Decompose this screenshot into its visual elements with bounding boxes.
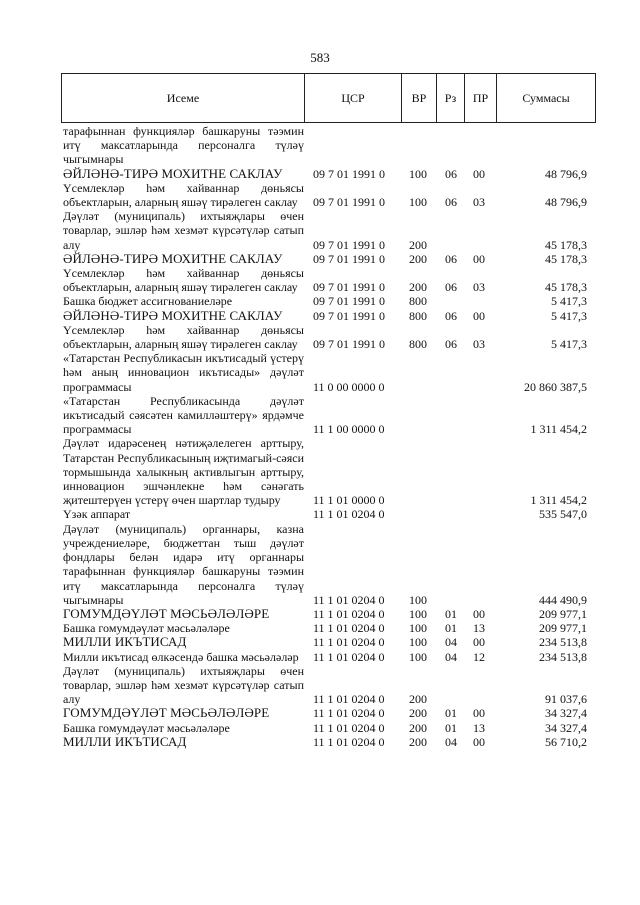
row-csr: 11 1 01 0204 0 — [313, 706, 385, 721]
table-row — [61, 351, 596, 394]
table-row — [61, 294, 596, 308]
row-pr: 00 — [473, 606, 485, 621]
row-sum: 34 327,4 — [545, 706, 587, 721]
row-name: ӘЙЛӘНӘ-ТИРӘ МОХИТНЕ САКЛАУ — [63, 165, 283, 181]
row-name: МИЛЛИ ИКЪТИСАД — [63, 733, 187, 749]
row-pr: 12 — [473, 649, 485, 664]
row-rz: 01 — [445, 706, 457, 721]
row-rz: 01 — [445, 606, 457, 621]
row-name: Дәүләт (муниципаль) органнары, казна учреждениеләре, бюджеттан тыш дәүләт фондлары белән идарә итү органнары тарафыннан функцияләр башкаруны тәэмин итү максатларында персоналга түләү чыгымнары — [63, 521, 304, 607]
row-pr: 00 — [473, 734, 485, 749]
row-vr: 100 — [409, 166, 427, 181]
table-row — [61, 309, 596, 323]
row-rz: 06 — [445, 166, 457, 181]
row-name: Милли икътисад өлкәсендә башка мәсьәләләр — [63, 649, 299, 664]
row-sum: 535 547,0 — [539, 507, 587, 522]
row-vr: 100 — [409, 621, 427, 636]
table-row — [61, 181, 596, 209]
header-sum: Суммасы — [522, 91, 570, 105]
row-csr: 11 1 01 0204 0 — [313, 635, 385, 650]
row-sum: 48 796,9 — [545, 166, 587, 181]
row-pr: 00 — [473, 251, 485, 266]
row-csr: 09 7 01 1991 0 — [313, 166, 385, 181]
row-name: Үзәк аппарат — [63, 507, 131, 522]
page-number: 583 — [310, 50, 330, 65]
row-vr: 800 — [409, 294, 427, 309]
row-name: Дәүләт идарәсенең нәтиҗәлелеген арттыру, Татарстан Республикасының иҗтимагый-сәяси тормышында халыкның активлыгын арттыру, инновацион эшчәнлекне һәм сәнәгать җитештерүен үстерү өчен шартлар тудыру — [63, 436, 304, 508]
row-rz: 01 — [445, 720, 457, 735]
row-csr: 09 7 01 1991 0 — [313, 280, 385, 295]
row-sum: 5 417,3 — [551, 308, 587, 323]
row-rz: 06 — [445, 337, 457, 352]
row-rz: 06 — [445, 280, 457, 295]
table-row — [61, 664, 596, 707]
table-row — [61, 394, 596, 437]
row-sum: 48 796,9 — [545, 195, 587, 210]
row-vr: 100 — [409, 195, 427, 210]
header-name: Исеме — [62, 74, 305, 122]
row-rz: 01 — [445, 621, 457, 636]
row-sum: 34 327,4 — [545, 720, 587, 735]
row-csr: 09 7 01 1991 0 — [313, 308, 385, 323]
row-pr: 03 — [473, 195, 485, 210]
table-row — [61, 507, 596, 521]
row-csr: 09 7 01 1991 0 — [313, 195, 385, 210]
row-name: «Татарстан Республикасында дәүләт икътисадый сәясәтен камилләштерү» ярдәмче программасы — [63, 393, 304, 437]
table-row — [61, 209, 596, 252]
row-pr: 13 — [473, 621, 485, 636]
table-header — [61, 73, 596, 123]
row-rz: 04 — [445, 635, 457, 650]
row-vr: 100 — [409, 635, 427, 650]
row-name: Дәүләт (муниципаль) ихтыяҗлары өчен товарлар, эшләр һәм хезмәт күрсәтүләр сатып алу — [63, 209, 304, 252]
row-csr: 11 1 01 0204 0 — [313, 734, 385, 749]
row-csr: 11 1 01 0204 0 — [313, 606, 385, 621]
row-sum: 209 977,1 — [539, 621, 587, 636]
table-row — [61, 706, 596, 720]
row-pr: 00 — [473, 635, 485, 650]
row-vr: 200 — [409, 280, 427, 295]
row-rz: 04 — [445, 649, 457, 664]
row-pr: 13 — [473, 720, 485, 735]
row-sum: 234 513,8 — [539, 649, 587, 664]
table-row — [61, 124, 596, 167]
row-csr: 11 1 01 0204 0 — [313, 507, 385, 522]
row-vr: 200 — [409, 251, 427, 266]
row-vr: 200 — [409, 706, 427, 721]
row-csr: 11 1 01 0204 0 — [313, 720, 385, 735]
row-name: ГОМУМДӘҮЛӘТ МӘСЬӘЛӘЛӘРЕ — [63, 605, 270, 621]
row-csr: 09 7 01 1991 0 — [313, 294, 385, 309]
row-vr: 100 — [409, 592, 427, 607]
row-sum: 45 178,3 — [545, 237, 587, 252]
row-pr: 00 — [473, 706, 485, 721]
header-vr: ВР — [402, 74, 437, 122]
row-rz: 04 — [445, 734, 457, 749]
row-rz: 06 — [445, 251, 457, 266]
row-sum: 444 490,9 — [539, 592, 587, 607]
row-sum: 91 037,6 — [545, 692, 587, 707]
row-csr: 11 1 01 0000 0 — [313, 493, 385, 508]
table-row — [61, 252, 596, 266]
row-name: ГОМУМДӘҮЛӘТ МӘСЬӘЛӘЛӘРЕ — [63, 705, 270, 721]
row-pr: 00 — [473, 308, 485, 323]
row-csr: 11 1 00 0000 0 — [313, 422, 385, 437]
row-csr: 09 7 01 1991 0 — [313, 251, 385, 266]
row-sum: 5 417,3 — [551, 337, 587, 352]
row-name: Башка гомумдәүләт мәсьәләләре — [63, 720, 230, 735]
row-rz: 06 — [445, 308, 457, 323]
row-vr: 200 — [409, 720, 427, 735]
row-name: тарафыннан функцияләр башкаруны тәэмин итү максатларында персоналга түләү чыгымнары — [63, 124, 304, 167]
row-csr: 11 1 01 0204 0 — [313, 692, 385, 707]
row-name: Башка гомумдәүләт мәсьәләләре — [63, 621, 230, 636]
table-row — [61, 522, 596, 607]
row-name: «Татарстан Республикасын икътисадый үстерү һәм аның инновацион икътисады» дәүләт программасы — [63, 351, 304, 394]
row-name: ӘЙЛӘНӘ-ТИРӘ МОХИТНЕ САКЛАУ — [63, 307, 283, 323]
row-sum: 234 513,8 — [539, 635, 587, 650]
row-name: МИЛЛИ ИКЪТИСАД — [63, 634, 187, 650]
budget-table-body — [61, 124, 596, 749]
row-vr: 200 — [409, 237, 427, 252]
row-vr: 200 — [409, 734, 427, 749]
row-pr: 00 — [473, 166, 485, 181]
header-rz: Рз — [437, 74, 465, 122]
row-sum: 45 178,3 — [545, 280, 587, 295]
row-vr: 800 — [409, 337, 427, 352]
row-sum: 20 860 387,5 — [524, 379, 587, 394]
table-row — [61, 635, 596, 649]
row-vr: 100 — [409, 649, 427, 664]
row-csr: 09 7 01 1991 0 — [313, 237, 385, 252]
row-vr: 100 — [409, 606, 427, 621]
row-csr: 11 1 01 0204 0 — [313, 649, 385, 664]
table-row — [61, 721, 596, 735]
row-name: Үсемлекләр һәм хайваннар дөньясы объектларын, аларның яшәү тирәлеген саклау — [63, 180, 304, 210]
header-pr: ПР — [465, 74, 497, 122]
row-sum: 56 710,2 — [545, 734, 587, 749]
row-name: Үсемлекләр һәм хайваннар дөньясы объектларын, аларның яшәү тирәлеген саклау — [63, 266, 304, 295]
table-row — [61, 323, 596, 351]
table-row — [61, 607, 596, 621]
row-sum: 45 178,3 — [545, 251, 587, 266]
row-csr: 11 1 01 0204 0 — [313, 592, 385, 607]
row-sum: 5 417,3 — [551, 294, 587, 309]
row-sum: 1 311 454,2 — [530, 422, 587, 437]
row-name: ӘЙЛӘНӘ-ТИРӘ МОХИТНЕ САКЛАУ — [63, 250, 283, 266]
header-csr: ЦСР — [305, 74, 402, 122]
row-pr: 03 — [473, 337, 485, 352]
table-row — [61, 650, 596, 664]
row-sum: 209 977,1 — [539, 606, 587, 621]
table-row — [61, 167, 596, 181]
row-csr: 11 0 00 0000 0 — [313, 379, 385, 394]
row-name: Башка бюджет ассигнованиеләре — [63, 294, 233, 309]
row-csr: 09 7 01 1991 0 — [313, 337, 385, 352]
row-vr: 200 — [409, 692, 427, 707]
table-row — [61, 621, 596, 635]
table-row — [61, 735, 596, 749]
table-row — [61, 266, 596, 294]
row-rz: 06 — [445, 195, 457, 210]
row-csr: 11 1 01 0204 0 — [313, 621, 385, 636]
row-sum: 1 311 454,2 — [530, 493, 587, 508]
table-row — [61, 436, 596, 507]
row-name: Үсемлекләр һәм хайваннар дөньясы объектларын, аларның яшәү тирәлеген саклау — [63, 322, 304, 352]
row-name: Дәүләт (муниципаль) ихтыяҗлары өчен товарлар, эшләр һәм хезмәт күрсәтүләр сатып алу — [63, 663, 304, 707]
row-pr: 03 — [473, 280, 485, 295]
row-vr: 800 — [409, 308, 427, 323]
